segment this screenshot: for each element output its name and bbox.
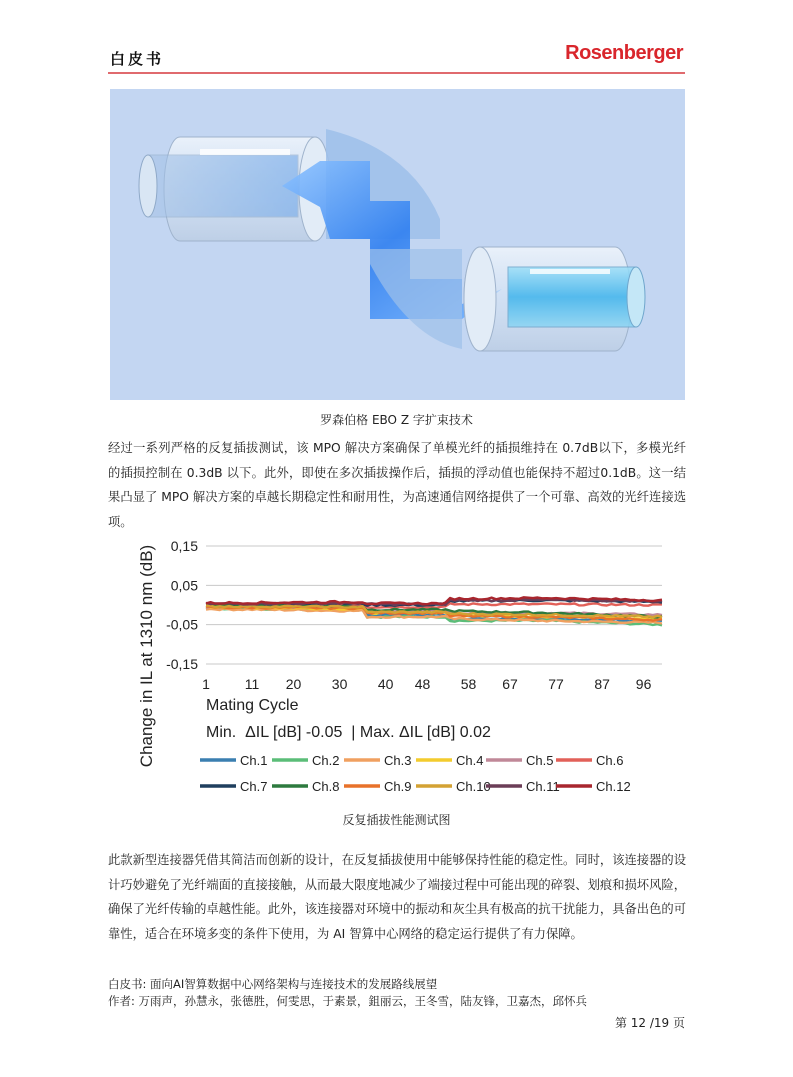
x-tick-label: 96 [635,676,652,692]
header-divider [108,72,685,74]
x-tick-label: 11 [244,676,260,692]
insertion-loss-chart [130,532,670,802]
y-tick-label: 0,15 [170,538,198,554]
legend-label: Ch.2 [312,753,340,768]
page-number: 第 12 /19 页 [614,1016,685,1030]
brand-logo: Rosenberger [565,42,683,64]
y-tick-label: -0,05 [166,616,198,633]
y-tick-label: 0,05 [170,577,198,594]
x-tick-label: 77 [548,676,564,692]
legend-label: Ch.12 [596,779,631,794]
legend-label: Ch.5 [526,753,554,768]
legend-label: Ch.1 [240,753,268,768]
legend-label: Ch.3 [384,753,412,768]
legend-label: Ch.4 [456,753,484,768]
footer-document-title: 白皮书: 面向AI智算数据中心网络架构与连接技术的发展路线展望 [108,977,438,991]
body-paragraph: 经过一系列严格的反复插拔测试，该 MPO 解决方案确保了单模光纤的插损维持在 0.7dB以下，多模光纤的插损控制在 0.3dB 以下。此外，即使在多次插拔操作后，插损的浮动值也能保持不超过0.1dB。这一结果凸显了 MPO 解决方案的卓越长期稳定性和耐用性，为高速通信网络提供了一个可靠、高效的光纤连接选项。 [108,441,686,529]
legend-label: Ch.6 [596,753,624,768]
x-tick-label: 58 [460,676,477,692]
x-tick-label: 1 [202,676,210,692]
ebo-illustration [110,89,685,400]
x-tick-label: 30 [331,676,348,692]
expanded-beam-diagram [110,89,685,400]
x-tick-label: 87 [594,676,610,692]
legend-label: Ch.8 [312,779,340,794]
x-tick-label: 67 [502,676,518,692]
legend-label: Ch.7 [240,779,268,794]
x-tick-label: 40 [377,676,394,692]
document-title: 白皮书 [110,50,165,68]
legend-label: Ch.11 [526,779,560,794]
body-paragraph: 此款新型连接器凭借其简洁而创新的设计，在反复插拔使用中能够保持性能的稳定性。同时，该连接器的设计巧妙避免了光纤端面的直接接触，从而最大限度地减少了端接过程中可能出现的碎裂、划痕和损坏风险，确保了光纤传输的卓越性能。此外，该连接器对环境中的振动和灰尘具有极高的抗干扰能力，具备出色的可靠性，适合在环境多变的条件下使用，为 AI 智算中心网络的稳定运行提供了有力保障。 [108,853,686,941]
figure-caption: 罗森伯格 EBO Z 字扩束技术 [320,413,473,427]
legend-label: Ch.10 [456,779,491,794]
footer-authors: 作者: 万雨声，孙慧永，张德胜，何雯思，于素景，鉏丽云，王冬雪，陆友锋，卫嘉杰，邱怀兵 [108,994,588,1008]
x-axis-label: Mating Cycle [206,697,299,714]
x-tick-label: 20 [285,676,302,692]
y-tick-label: -0,15 [166,656,198,672]
x-tick-label: 48 [414,676,431,692]
chart-annotation: Min. ΔIL [dB] -0.05 | Max. ΔIL [dB] 0.02 [206,724,491,741]
legend-label: Ch.9 [384,779,412,794]
y-axis-label: Change in IL at 1310 nm (dB) [137,544,156,768]
figure-caption: 反复插拔性能测试图 [342,813,451,827]
